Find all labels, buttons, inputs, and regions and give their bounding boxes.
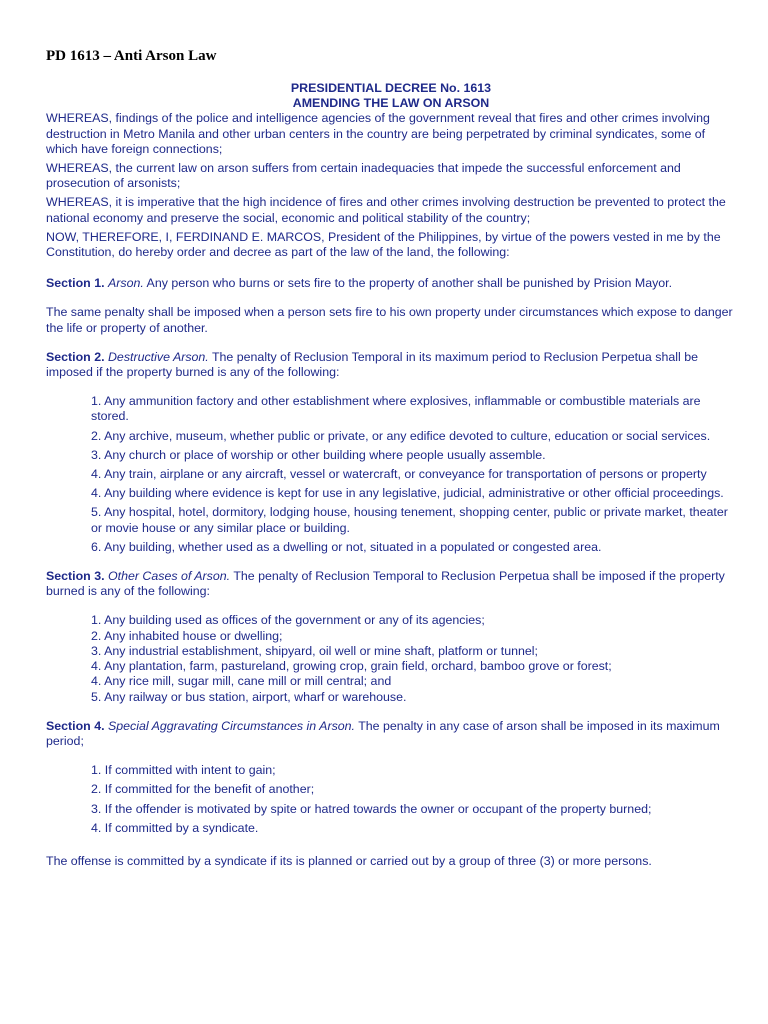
section-1-extra: The same penalty shall be imposed when a person sets fire to his own property under circumstances which expose to danger the life or property of another. xyxy=(46,305,733,335)
decree-document xyxy=(46,81,736,869)
list-item: 6. Any building, whether used as a dwelling or not, situated in a populated or congested area. xyxy=(91,539,602,554)
section-title: Special Aggravating Circumstances in Arson. xyxy=(107,718,355,733)
section-3 xyxy=(46,569,736,599)
list-item: 3. If the offender is motivated by spite or hatred towards the owner or occupant of the property burned; xyxy=(91,801,652,816)
list-item: 2. Any inhabited house or dwelling; xyxy=(91,628,283,643)
preamble-paragraph: WHEREAS, the current law on arson suffers from certain inadequacies that impede the successful enforcement and prosecution of arsonists; xyxy=(46,161,681,191)
preamble-paragraph: WHEREAS, it is imperative that the high incidence of fires and other crimes involving destruction be prevented to protect the national economy and preserve the social, economic and political stability of the country; xyxy=(46,195,726,225)
decree-number-heading: PRESIDENTIAL DECREE No. 1613 xyxy=(290,81,492,95)
section-4 xyxy=(46,719,736,749)
list-item: 2. If committed for the benefit of another; xyxy=(91,782,315,797)
list-item: 4. If committed by a syndicate. xyxy=(91,820,259,835)
section-4-list xyxy=(46,763,736,836)
section-text: Any person who burns or sets fire to the property of another shall be punished by Prision Mayor. xyxy=(143,276,673,291)
section-1 xyxy=(46,276,736,291)
section-title: Arson. xyxy=(107,276,144,291)
list-item: 3. Any industrial establishment, shipyard, oil well or mine shaft, platform or tunnel; xyxy=(91,643,538,658)
section-text: The penalty in any case of arson shall be imposed in its maximum period; xyxy=(46,718,720,748)
list-item: 1. If committed with intent to gain; xyxy=(91,763,276,778)
preamble-paragraph: WHEREAS, findings of the police and intelligence agencies of the government reveal that fires and other crimes involving destruction in Metro Manila and other urban centers in the country are being perpetrated by criminal syndicates, some of which have foreign connections; xyxy=(46,111,710,156)
section-4-closing: The offense is committed by a syndicate if its is planned or carried out by a group of three (3) or more persons. xyxy=(46,853,652,868)
section-2-list xyxy=(46,394,736,555)
section-text: The penalty of Reclusion Temporal in its maximum period to Reclusion Perpetua shall be imposed if the property burned is any of the following: xyxy=(46,349,698,380)
decree-subject-heading: AMENDING THE LAW ON ARSON xyxy=(292,96,490,111)
section-label: Section 4. xyxy=(46,718,105,733)
section-title: Destructive Arson. xyxy=(107,349,209,364)
list-item: 4. Any rice mill, sugar mill, cane mill or mill central; and xyxy=(91,674,392,689)
section-text: The penalty of Reclusion Temporal to Reclusion Perpetua shall be imposed if the property burned is any of the following: xyxy=(46,569,725,599)
list-item: 1. Any ammunition factory and other establishment where explosives, inflammable or combustible materials are stored. xyxy=(91,394,701,424)
list-item: 3. Any church or place of worship or other building where people usually assemble. xyxy=(91,447,546,462)
preamble-paragraph: NOW, THEREFORE, I, FERDINAND E. MARCOS, President of the Philippines, by virtue of the powers vested in me by the Constitution, do hereby order and decree as part of the law of the land, the following: xyxy=(46,229,721,260)
section-3-list xyxy=(46,613,736,704)
section-title: Other Cases of Arson. xyxy=(107,569,231,584)
section-label: Section 2. xyxy=(46,349,105,364)
section-2 xyxy=(46,350,736,380)
list-item: 1. Any building used as offices of the government or any of its agencies; xyxy=(91,613,485,628)
list-item: 5. Any railway or bus station, airport, wharf or warehouse. xyxy=(91,689,407,704)
list-item: 2. Any archive, museum, whether public or private, or any edifice devoted to culture, education or social services. xyxy=(91,428,711,443)
list-item: 5. Any hospital, hotel, dormitory, lodging house, housing tenement, shopping center, public or private market, theater or movie house or any similar place or building. xyxy=(91,505,728,535)
list-item: 4. Any train, airplane or any aircraft, vessel or watercraft, or conveyance for transportation of persons or property xyxy=(91,467,707,482)
list-item: 4. Any plantation, farm, pastureland, growing crop, grain field, orchard, bamboo grove or forest; xyxy=(91,659,612,674)
list-item: 4. Any building where evidence is kept for use in any legislative, judicial, administrative or other official proceedings. xyxy=(91,486,724,501)
section-label: Section 3. xyxy=(46,569,105,584)
page-title: PD 1613 – Anti Arson Law xyxy=(46,48,217,64)
section-label: Section 1. xyxy=(46,276,105,291)
